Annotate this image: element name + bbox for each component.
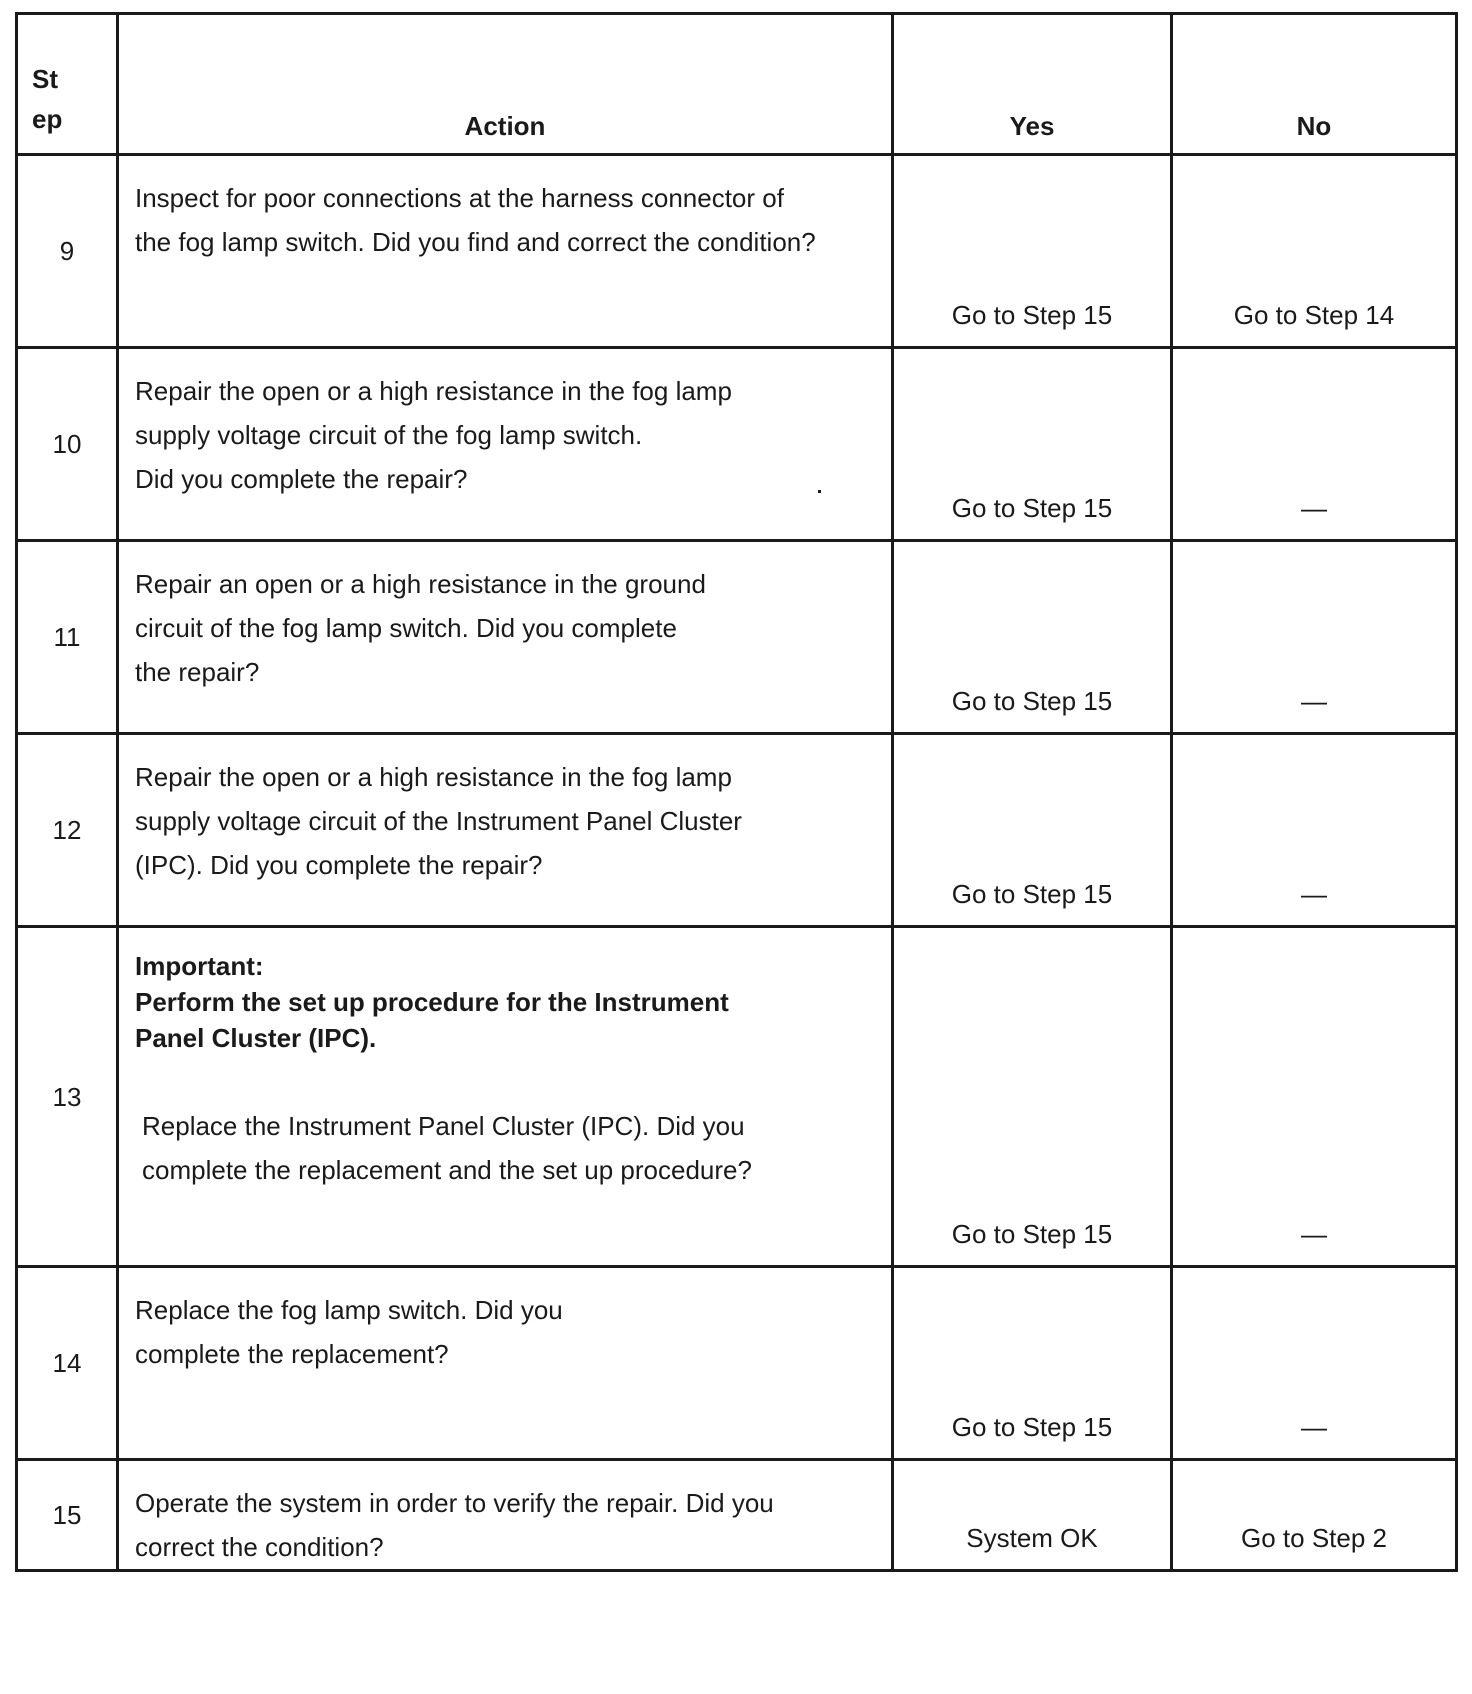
table-row [17, 1267, 1457, 1460]
action-line: Did you complete the repair? [135, 464, 468, 494]
no-outcome: Go to Step 14 [1172, 155, 1457, 348]
no-outcome: — [1172, 927, 1457, 1267]
action-line: Repair the open or a high resistance in the fog lamp [135, 762, 732, 792]
action-line: supply voltage circuit of the Instrument Panel Cluster [135, 806, 742, 836]
header-action: Action [118, 14, 893, 155]
yes-outcome: Go to Step 15 [893, 348, 1172, 541]
action-line: correct the condition? [135, 1532, 384, 1562]
table-row [17, 1460, 1457, 1571]
action-line: circuit of the fog lamp switch. Did you complete [135, 613, 677, 643]
action-cell [118, 155, 893, 348]
action-line: (IPC). Did you complete the repair? [135, 850, 543, 880]
yes-outcome: System OK [893, 1460, 1172, 1571]
step-number: 11 [17, 541, 118, 734]
action-cell [118, 927, 893, 1267]
no-outcome: Go to Step 2 [1172, 1460, 1457, 1571]
action-line: supply voltage circuit of the fog lamp switch. [135, 420, 643, 450]
step-number: 13 [17, 927, 118, 1267]
step-number: 12 [17, 734, 118, 927]
action-line: the repair? [135, 657, 260, 687]
header-step: St ep [17, 14, 118, 155]
table-row [17, 734, 1457, 927]
diagnostic-table [15, 12, 1458, 1572]
no-outcome: — [1172, 1267, 1457, 1460]
header-row [17, 14, 1457, 155]
step-number: 15 [17, 1460, 118, 1571]
yes-outcome: Go to Step 15 [893, 1267, 1172, 1460]
step-number: 10 [17, 348, 118, 541]
action-line: Repair the open or a high resistance in the fog lamp [135, 376, 732, 406]
action-line: complete the replacement? [135, 1339, 449, 1369]
no-outcome: — [1172, 541, 1457, 734]
table-row [17, 927, 1457, 1267]
yes-outcome: Go to Step 15 [893, 541, 1172, 734]
stray-dot [818, 490, 821, 493]
action-cell [118, 1460, 893, 1571]
spacer [135, 1056, 875, 1104]
no-outcome: — [1172, 734, 1457, 927]
table-row [17, 348, 1457, 541]
table-row [17, 155, 1457, 348]
step-number: 9 [17, 155, 118, 348]
table-body [17, 155, 1457, 1571]
yes-outcome: Go to Step 15 [893, 155, 1172, 348]
yes-outcome: Go to Step 15 [893, 734, 1172, 927]
action-cell [118, 734, 893, 927]
table-row [17, 541, 1457, 734]
action-line: Replace the Instrument Panel Cluster (IPC). Did you [142, 1111, 745, 1141]
yes-outcome: Go to Step 15 [893, 927, 1172, 1267]
action-cell [118, 1267, 893, 1460]
header-no: No [1172, 14, 1457, 155]
action-line: Replace the fog lamp switch. Did you [135, 1295, 563, 1325]
important-label: Important: [135, 951, 264, 981]
action-cell [118, 348, 893, 541]
step-number: 14 [17, 1267, 118, 1460]
action-line: Inspect for poor connections at the harness connector of [135, 183, 784, 213]
action-line: complete the replacement and the set up procedure? [142, 1155, 752, 1185]
action-line: Operate the system in order to verify the repair. Did you [135, 1488, 774, 1518]
action-cell [118, 541, 893, 734]
action-line: Repair an open or a high resistance in the ground [135, 569, 706, 599]
important-line: Perform the set up procedure for the Instrument [135, 987, 729, 1017]
important-line: Panel Cluster (IPC). [135, 1023, 377, 1053]
action-line: the fog lamp switch. Did you find and correct the condition? [135, 227, 816, 257]
no-outcome: — [1172, 348, 1457, 541]
header-yes: Yes [893, 14, 1172, 155]
